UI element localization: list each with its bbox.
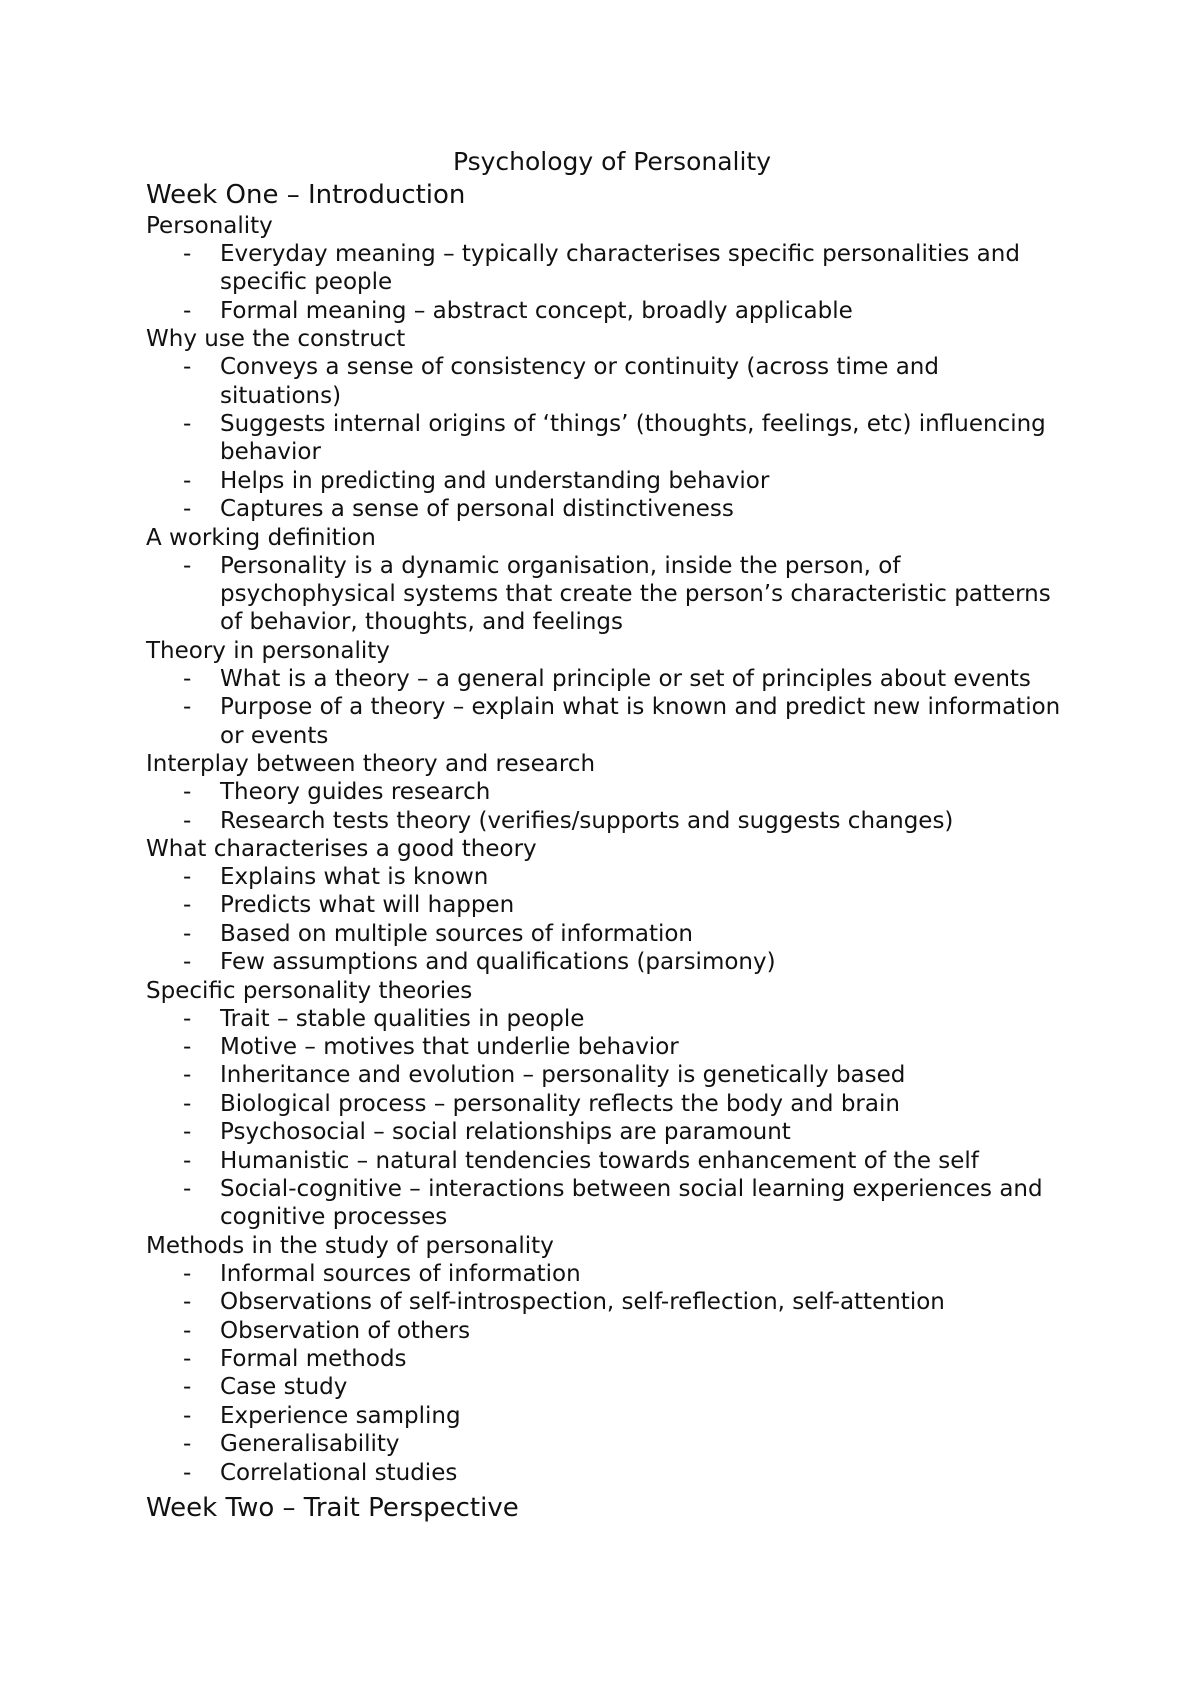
list-item [146,495,1066,523]
list-item-text: Theory guides research [220,779,491,806]
list-item-text: Psychosocial – social relationships are paramount [220,1119,791,1146]
list-item-text: Inheritance and evolution – personality is genetically based [220,1062,906,1089]
section-heading: A working definition [146,524,376,551]
list-item-text: Biological process – personality reflects the body and brain [220,1090,900,1117]
bullet-dash: - [183,1374,192,1401]
list-item [146,1345,1066,1373]
list-item [146,920,1066,948]
bullet-dash: - [183,1005,192,1032]
list-item [146,297,1066,325]
list-item-text: What is a theory – a general principle or set of principles about events [220,665,1031,692]
bullet-dash: - [183,297,192,324]
list-item-text: Based on multiple sources of information [220,920,694,947]
list-item [146,1430,1066,1458]
list-item [146,693,1066,750]
bullet-dash: - [183,863,192,890]
bullet-list [146,1005,1066,1232]
list-item-text: Purpose of a theory – explain what is known and predict new information or events [220,694,1061,749]
list-item-text: Few assumptions and qualifications (parsimony) [220,949,776,976]
bullet-dash: - [183,1090,192,1117]
list-item [146,665,1066,693]
document-title: Psychology of Personality [452,147,772,176]
bullet-list [146,665,1066,750]
list-item [146,1260,1066,1288]
bullet-dash: - [183,1175,192,1202]
list-item [146,948,1066,976]
section-heading: Specific personality theories [146,977,473,1004]
list-item-text: Conveys a sense of consistency or continuity (across time and situations) [220,354,939,409]
bullet-dash: - [183,496,192,523]
bullet-dash: - [183,1431,192,1458]
bullet-dash: - [183,1147,192,1174]
section-heading: Personality [146,213,273,239]
bullet-dash: - [183,1289,192,1316]
bullet-list [146,552,1066,637]
list-item [146,1288,1066,1316]
list-item [146,1005,1066,1033]
list-item [146,353,1066,410]
list-item [146,1147,1066,1175]
bullet-dash: - [183,1260,192,1287]
bullet-dash: - [183,1062,192,1089]
bullet-dash: - [183,694,192,721]
list-item [146,1175,1066,1232]
list-item [146,1459,1066,1487]
bullet-list [146,353,1066,523]
list-item-text: Informal sources of information [220,1260,581,1287]
list-item [146,552,1066,637]
section-heading: Why use the construct [146,326,406,353]
bullet-dash: - [183,1119,192,1146]
list-item-text: Observation of others [220,1317,471,1344]
list-item-text: Helps in predicting and understanding behavior [220,467,770,494]
bullet-list [146,240,1066,325]
list-item-text: Research tests theory (verifies/supports and suggests changes) [220,807,954,834]
bullet-dash: - [183,920,192,947]
list-item [146,1402,1066,1430]
bullet-dash: - [183,1346,192,1372]
list-item [146,863,1066,891]
list-item-text: Social-cognitive – interactions between social learning experiences and cognitive processes [220,1175,1043,1231]
bullet-dash: - [183,779,192,806]
section-heading: Methods in the study of personality [146,1232,554,1259]
bullet-dash: - [183,1033,192,1060]
list-item-text: Everyday meaning – typically characterises specific personalities and specific people [220,241,1020,296]
list-item [146,1033,1066,1061]
bullet-dash: - [183,241,192,267]
list-item-text: Formal meaning – abstract concept, broadly applicable [220,297,853,324]
bullet-dash: - [183,1459,192,1486]
week-one-heading: Week One – Introduction [146,180,466,210]
section-heading: What characterises a good theory [146,835,537,862]
bullet-dash: - [183,807,192,834]
section-heading: Interplay between theory and research [146,751,596,778]
document-content [146,146,1066,1525]
list-item-text: Trait – stable qualities in people [220,1005,585,1032]
bullet-dash: - [183,665,192,692]
list-item-text: Motive – motives that underlie behavior [220,1033,679,1060]
list-item [146,467,1066,495]
bullet-dash: - [183,411,192,438]
bullet-list [146,778,1066,835]
bullet-list [146,863,1066,977]
bullet-dash: - [183,552,192,579]
list-item-text: Observations of self-introspection, self-reflection, self-attention [220,1289,945,1316]
list-item [146,1317,1066,1345]
list-item [146,1090,1066,1118]
list-item-text: Explains what is known [220,863,489,890]
list-item [146,410,1066,467]
week-two-heading: Week Two – Trait Perspective [146,1493,519,1524]
list-item-text: Humanistic – natural tendencies towards enhancement of the self [220,1147,979,1174]
week-one-sections [146,212,1066,1487]
list-item [146,891,1066,919]
list-item-text: Generalisability [220,1431,400,1458]
list-item-text: Case study [220,1374,348,1401]
list-item [146,807,1066,835]
list-item-text: Captures a sense of personal distinctiveness [220,496,734,523]
list-item [146,240,1066,297]
list-item [146,1118,1066,1146]
list-item [146,778,1066,806]
section-heading: Theory in personality [146,637,390,664]
bullet-dash: - [183,354,192,381]
list-item [146,1373,1066,1401]
list-item [146,1061,1066,1089]
list-item-text: Predicts what will happen [220,892,515,919]
bullet-list [146,1260,1066,1487]
bullet-dash: - [183,949,192,976]
list-item-text: Personality is a dynamic organisation, inside the person, of psychophysical systems that create the person’s characteristic patterns of behavior, thoughts, and feelings [220,552,1051,636]
list-item-text: Correlational studies [220,1459,458,1486]
list-item-text: Suggests internal origins of ‘things’ (thoughts, feelings, etc) influencing behavior [220,411,1046,466]
bullet-dash: - [183,892,192,919]
bullet-dash: - [183,1402,192,1429]
list-item-text: Formal methods [220,1346,407,1372]
list-item-text: Experience sampling [220,1402,461,1429]
bullet-dash: - [183,1317,192,1344]
bullet-dash: - [183,467,192,494]
